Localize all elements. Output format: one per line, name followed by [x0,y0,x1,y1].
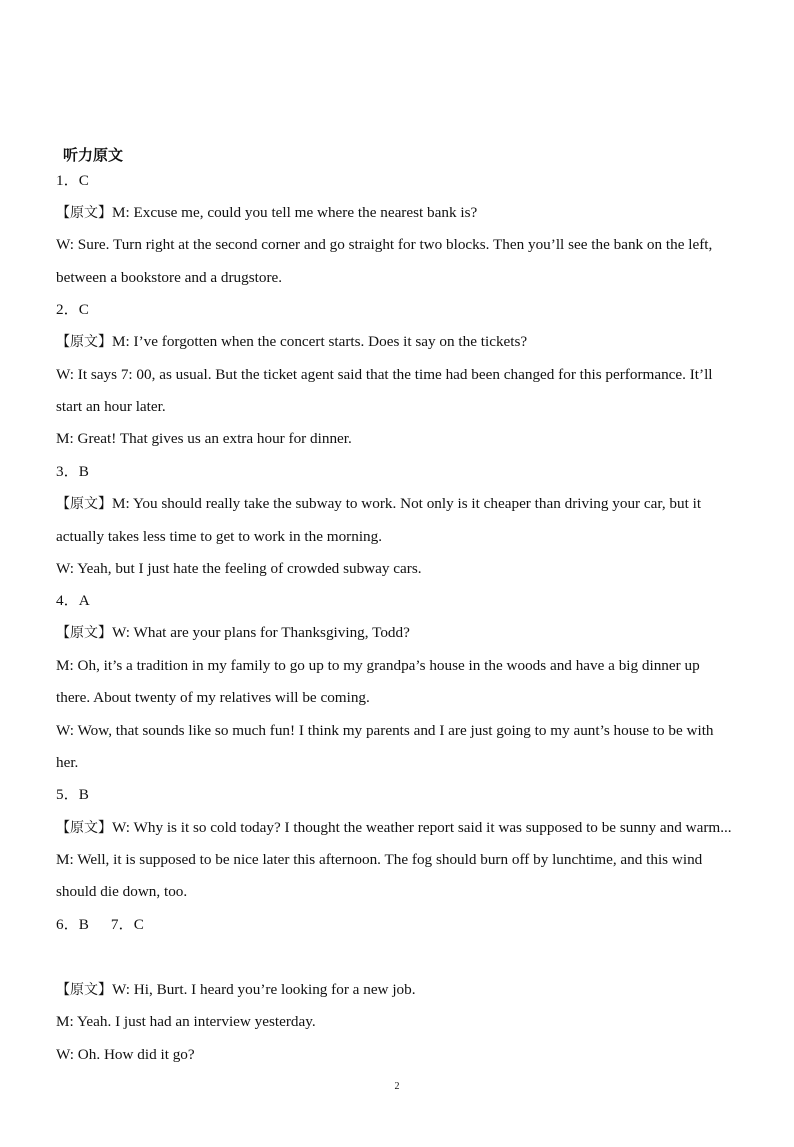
section-title: 听力原文 [63,146,124,164]
transcript-line: actually takes less time to get to work in the morning. [56,528,383,545]
transcript-line [56,979,416,1001]
transcript-line: there. About twenty of my relatives will be coming. [56,689,370,706]
answer-6: 6．B [56,916,89,933]
transcript-text: M: You should really take the subway to work. Not only is it cheaper than driving your car, but it [112,495,702,512]
answer-6-7 [56,914,144,936]
answer-4: 4．A [56,592,90,609]
transcript-text: M: Excuse me, could you tell me where the nearest bank is? [112,204,478,221]
transcript-line: M: Well, it is supposed to be nice later this afternoon. The fog should burn off by lunchtime, and this wind [56,851,703,868]
transcript-line: W: Oh. How did it go? [56,1046,195,1063]
transcript-line [56,817,732,839]
answer-7: 7．C [110,916,144,933]
transcript-line: W: Wow, that sounds like so much fun! I think my parents and I are just going to my aunt’s house to be with [56,722,714,739]
transcript-line: M: Oh, it’s a tradition in my family to go up to my grandpa’s house in the woods and have a big dinner up [56,657,700,674]
transcript-line: should die down, too. [56,883,188,900]
transcript-text: W: Hi, Burt. I heard you’re looking for a new job. [112,981,416,998]
answer-5: 5．B [56,786,89,803]
transcript-line [56,622,410,644]
answer-2: 2．C [56,301,89,318]
transcript-tag: 【原文】 [56,496,112,512]
transcript-tag: 【原文】 [56,625,112,641]
transcript-line [56,202,477,224]
answer-3: 3．B [56,463,89,480]
transcript-line: W: Sure. Turn right at the second corner and go straight for two blocks. Then you’ll see the bank on the left, [56,236,713,253]
transcript-text: W: Why is it so cold today? I thought the weather report said it was supposed to be sunny and warm... [112,819,732,836]
transcript-tag: 【原文】 [56,205,112,221]
transcript-line: W: Yeah, but I just hate the feeling of crowded subway cars. [56,560,422,577]
transcript-line: her. [56,754,79,771]
transcript-text: M: I’ve forgotten when the concert starts. Does it say on the tickets? [112,333,528,350]
answer-1: 1．C [56,172,89,189]
transcript-tag: 【原文】 [56,982,112,998]
transcript-line: start an hour later. [56,398,166,415]
transcript-line: between a bookstore and a drugstore. [56,269,283,286]
transcript-tag: 【原文】 [56,334,112,350]
transcript-line [56,331,527,353]
transcript-line: M: Yeah. I just had an interview yesterday. [56,1013,316,1030]
transcript-tag: 【原文】 [56,820,112,836]
transcript-line: M: Great! That gives us an extra hour for dinner. [56,430,352,447]
transcript-line [56,493,701,515]
transcript-text: W: What are your plans for Thanksgiving, Todd? [112,624,410,641]
transcript-line: W: It says 7: 00, as usual. But the ticket agent said that the time had been changed for this performance. It’ll [56,366,713,383]
page-number: 2 [394,1081,400,1092]
